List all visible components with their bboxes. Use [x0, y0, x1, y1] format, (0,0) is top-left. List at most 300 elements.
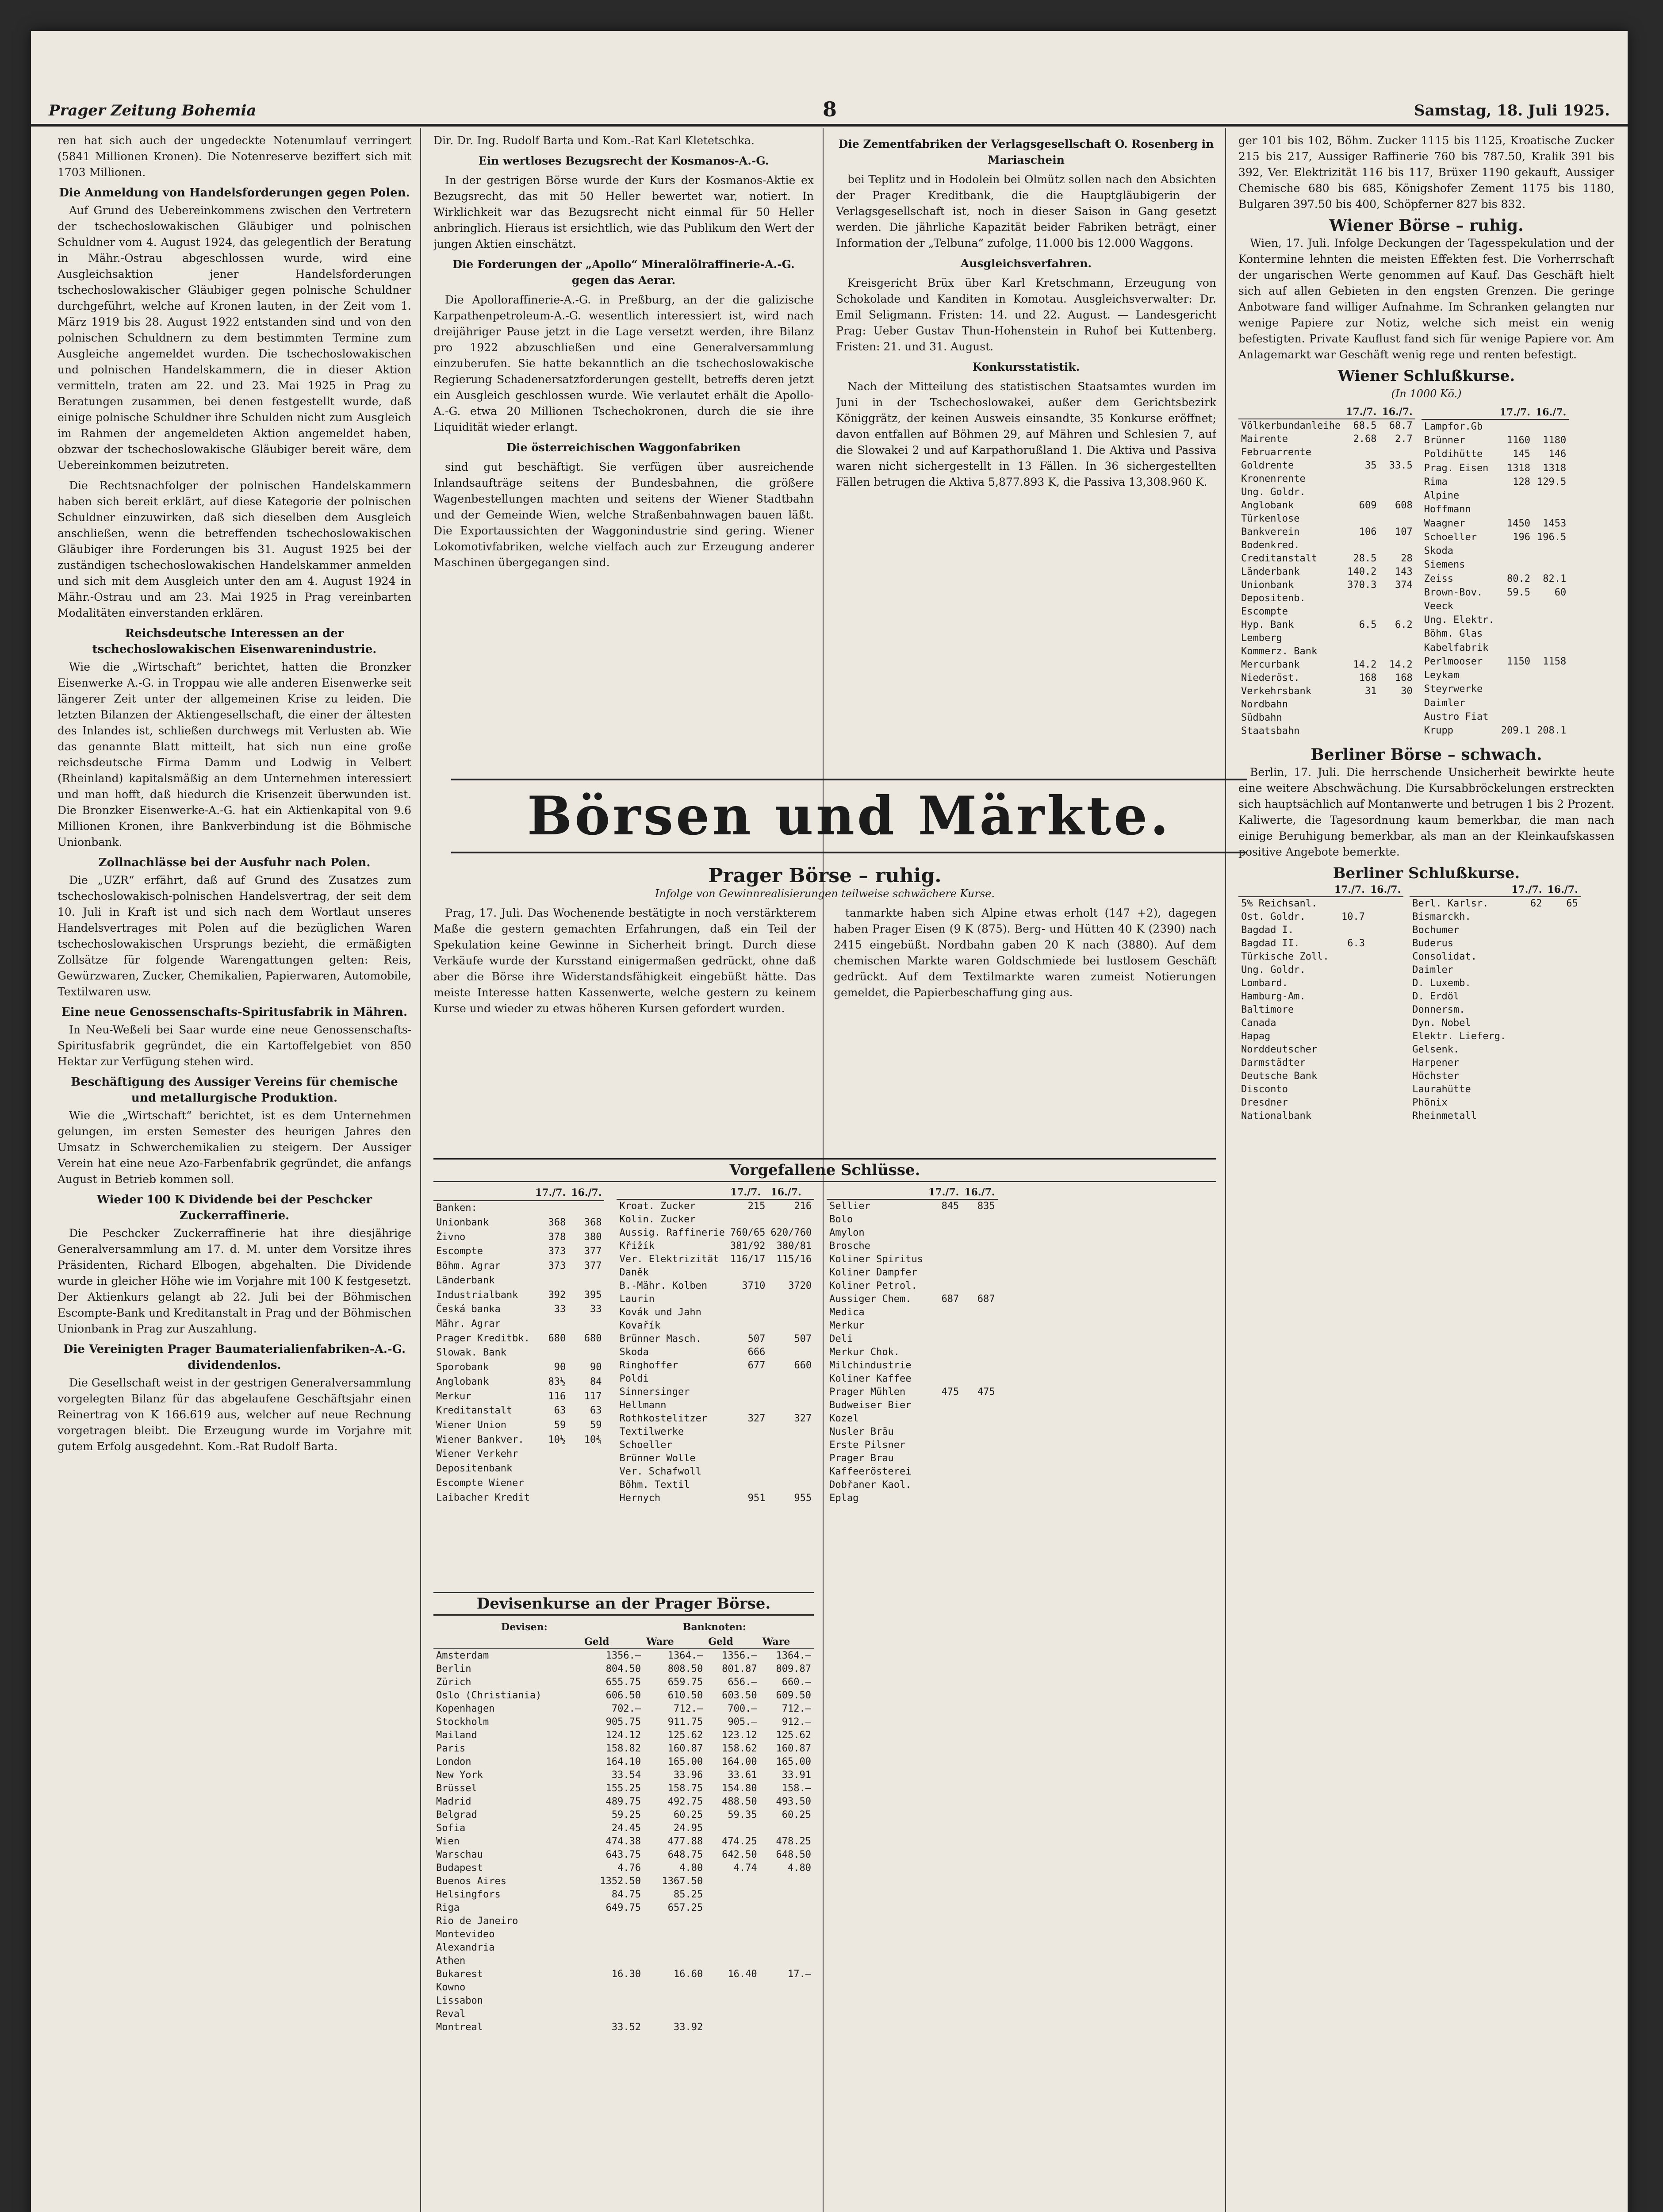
quote-value: 4.80: [788, 1863, 811, 1874]
column-header: 16./7.: [568, 1186, 604, 1201]
quote-value: [728, 1439, 768, 1452]
quote-value: 327: [794, 1413, 812, 1424]
security-name: Veeck: [1424, 600, 1453, 612]
quote-value: [1379, 512, 1415, 526]
table-row: [1422, 655, 1569, 668]
quote-value: [728, 1452, 768, 1465]
quote-value: [926, 1425, 962, 1439]
security-name: Erste Pilsner: [829, 1440, 906, 1451]
article-heading: Die Anmeldung von Handelsforderungen gegen Polen.: [59, 186, 410, 200]
quote-value: [1343, 711, 1379, 725]
quote-value: 60.25: [782, 1809, 811, 1820]
prague-exchange-report: [433, 863, 1216, 1146]
quote-value: [705, 1928, 759, 1941]
security-name: Staatsbahn: [1241, 726, 1300, 737]
quote-value: [1509, 1096, 1544, 1110]
quote-value: [760, 2021, 814, 2034]
quote-value: 655.75: [605, 1677, 641, 1688]
banknoten-group: Banknoten:: [682, 1621, 746, 1633]
quote-value: 107: [1395, 526, 1413, 538]
security-name: Schoeller: [619, 1440, 672, 1451]
quote-value: 3710: [742, 1280, 766, 1291]
security-name: Kronenrente: [1241, 473, 1306, 484]
quote-value: 59.35: [728, 1809, 757, 1820]
quote-value: [768, 1479, 814, 1492]
quote-value: 125.62: [667, 1730, 703, 1741]
table-row: [433, 1201, 604, 1216]
quote-value: 154.80: [722, 1783, 757, 1794]
security-name: Budapest: [436, 1863, 483, 1874]
column-header: [617, 1186, 727, 1199]
table-row: [617, 1372, 814, 1386]
quote-value: 6.2: [1395, 619, 1413, 630]
table-row: [827, 1266, 997, 1279]
table-row: [433, 1432, 604, 1447]
security-name: Madrid: [436, 1796, 471, 1807]
quote-value: 603.50: [722, 1690, 757, 1701]
security-name: Böhm. Glas: [1424, 628, 1483, 640]
quote-value: 659.75: [667, 1677, 703, 1688]
security-name: Sinnersinger: [619, 1386, 690, 1398]
article-heading: Wieder 100 K Dividende bei der Peschcker Zuckerraffinerie.: [96, 1193, 372, 1222]
quote-value: [768, 1399, 814, 1412]
quote-value: [705, 1915, 759, 1928]
berlin-exchange-title: Berliner Börse – schwach.: [1310, 745, 1542, 764]
article-heading: Ausgleichsverfahren.: [960, 257, 1092, 270]
quote-value: 378: [548, 1231, 566, 1243]
quote-value: 83½: [548, 1376, 566, 1387]
quote-value: [728, 1425, 768, 1439]
table-row: [1422, 434, 1569, 448]
quote-value: 196.5: [1537, 531, 1567, 543]
security-name: Dyn. Nobel: [1412, 1018, 1471, 1029]
quote-value: 10¾: [584, 1434, 602, 1445]
quote-value: [1368, 924, 1403, 937]
table-row: [1422, 696, 1569, 710]
quote-value: [568, 1490, 604, 1505]
quote-value: [705, 1901, 759, 1915]
quote-value: 712.—: [673, 1703, 703, 1714]
quote-value: 216: [794, 1201, 812, 1212]
quote-value: 90: [590, 1362, 602, 1373]
quote-value: 687: [977, 1294, 995, 1305]
quote-value: 808.50: [667, 1663, 703, 1674]
quote-value: 620/760: [770, 1227, 812, 1238]
table-row: [617, 1199, 814, 1213]
security-name: Živno: [436, 1231, 466, 1243]
quote-value: [1332, 990, 1368, 1003]
quote-value: 380: [584, 1231, 602, 1243]
quote-value: 660: [794, 1360, 812, 1371]
table-row: [1238, 539, 1415, 552]
quote-value: 4.80: [679, 1863, 703, 1874]
quote-value: 1352.50: [600, 1876, 641, 1887]
table-row: [1238, 645, 1415, 658]
quote-value: 33.92: [673, 2022, 703, 2033]
table-row: [1238, 419, 1415, 433]
table-row: [1422, 475, 1569, 489]
quote-value: 492.75: [667, 1796, 703, 1807]
quote-value: [962, 1319, 997, 1333]
quote-value: 28.5: [1353, 553, 1377, 564]
quote-value: [1497, 614, 1533, 627]
quote-value: 124.12: [605, 1730, 641, 1741]
quote-value: [760, 1955, 814, 1968]
security-name: Rio de Janeiro: [436, 1916, 518, 1927]
security-name: Koliner Petrol.: [829, 1280, 917, 1291]
paragraph: ren hat sich auch der ungedeckte Notenumlauf verringert (5841 Millionen Kronen). Die Notenreserve beziffert sich mit 1703 Millionen.: [57, 134, 411, 179]
quote-value: 85.25: [673, 1889, 703, 1900]
quote-value: [568, 1317, 604, 1332]
security-name: Canada: [1241, 1018, 1276, 1029]
column-header: 16./7.: [768, 1186, 814, 1199]
table-row: [1410, 910, 1580, 924]
paragraph: bei Teplitz und in Hodolein bei Olmütz sollen nach den Absichten der Prager Kreditbank, die die Hauptgläubigerin der Verlagsgesellschaft ist, noch in dieser Saison in Gang gesetzt werden. Die jährliche Kapazität beider Fabriken beträgt, einer Information der „Telbuna“ zufolge, 11.000 bis 12.000 Waggons.: [836, 173, 1216, 250]
quote-value: 370.3: [1347, 580, 1377, 591]
table-row: [433, 1941, 814, 1955]
security-name: Disconto: [1241, 1084, 1288, 1095]
paragraph: Die „UZR“ erfährt, daß auf Grund des Zusatzes zum tschechoslowakisch-polnischen Handelsvertrag, der seit dem 10. Juli in Kraft ist und sich nach dem Wortlaut unseres Handelsvertrages mit Polen auf die bezüglichen Waren tschechoslowakischen Ursprungs bezieht, die ermäßigten Zollsätze für folgende Warengattungen gelten: Reis, Gewürzwaren, Zucker, Chemikalien, Papierwaren, Automobile, Textilwaren usw.: [57, 874, 411, 998]
security-name: London: [436, 1756, 471, 1767]
quote-value: [1497, 683, 1533, 696]
table-row: [433, 1462, 604, 1476]
quote-value: 115/16: [776, 1254, 812, 1265]
quote-value: [644, 2008, 705, 2021]
quote-value: 160.87: [667, 1743, 703, 1754]
table-row: [1238, 605, 1415, 618]
quote-value: 1150: [1506, 656, 1530, 667]
security-name: Rheinmetall: [1412, 1110, 1477, 1121]
table-row: [617, 1333, 814, 1346]
quote-value: 209.1: [1501, 725, 1530, 737]
table-row: [617, 1293, 814, 1306]
quote-value: [1533, 669, 1569, 683]
column-header: 17./7.: [1509, 883, 1544, 897]
quote-value: [768, 1306, 814, 1319]
security-name: Brünner Masch.: [619, 1333, 701, 1344]
quote-value: [533, 1490, 568, 1505]
column-1: [57, 133, 411, 2212]
table-row: [433, 1795, 814, 1809]
table-row: [617, 1479, 814, 1492]
quote-value: [1368, 897, 1403, 910]
table-row: [1238, 486, 1415, 499]
column-header: Ware: [760, 1635, 814, 1649]
quote-value: [1497, 599, 1533, 613]
quote-value: 125.62: [776, 1730, 811, 1741]
quote-value: 63: [590, 1405, 602, 1417]
quote-value: [1509, 1043, 1544, 1056]
table-row: [433, 1346, 604, 1360]
security-name: Türkische Zoll.: [1241, 951, 1329, 962]
quote-value: [760, 1915, 814, 1928]
security-name: Ung. Goldr.: [1241, 964, 1306, 975]
table-row: [433, 2008, 814, 2021]
vienna-closing-title: Wiener Schlußkurse.: [1337, 367, 1515, 385]
quote-value: [728, 1306, 768, 1319]
security-name: Februarrente: [1241, 447, 1311, 458]
quote-value: [1544, 924, 1580, 937]
quote-value: 656.—: [728, 1677, 757, 1688]
quote-value: 712.—: [782, 1703, 811, 1714]
quote-value: 648.50: [776, 1849, 811, 1860]
quote-value: 475: [977, 1386, 995, 1398]
quote-value: [1332, 1096, 1368, 1110]
quote-value: [1509, 910, 1544, 924]
quote-value: [1379, 698, 1415, 711]
table-row: [1238, 1096, 1403, 1110]
quote-value: [1497, 641, 1533, 655]
table-row: [1422, 489, 1569, 503]
quote-value: [1544, 937, 1580, 950]
quote-value: [760, 1875, 814, 1888]
quote-value: [1379, 592, 1415, 605]
security-name: Montreal: [436, 2022, 483, 2033]
paragraph: Die Peschcker Zuckerraffinerie hat ihre diesjährige Generalversammlung am 17. d. M. unter dem Vorsitze ihres Präsidenten, Richard Elbogen, abgehalten. Die Dividende wurde in gleicher Höhe wie im Vorjahre mit 100 K festgesetzt. Der Aktienkurs gelangt ab 22. Juli bei der Böhmischen Escompte-Bank und Kreditanstalt in Prag und der Böhmischen Unionbank in Prag zur Auszahlung.: [57, 1227, 411, 1335]
column-header: [1238, 405, 1343, 419]
quote-value: [728, 1266, 768, 1279]
security-name: Austro Fiat: [1424, 711, 1489, 722]
quote-value: [926, 1372, 962, 1386]
security-name: Prager Mühlen: [829, 1386, 906, 1398]
security-name: Reval: [436, 2008, 466, 2020]
quote-value: [1368, 1017, 1403, 1030]
security-name: Goldrente: [1241, 460, 1294, 471]
quote-value: 373: [548, 1246, 566, 1257]
article-heading: Die Vereinigten Prager Baumaterialienfabriken-A.-G. dividendenlos.: [63, 1343, 406, 1372]
quote-value: [1509, 937, 1544, 950]
quote-value: [768, 1425, 814, 1439]
security-name: Escompte: [436, 1246, 483, 1257]
security-name: Prager Brau: [829, 1453, 894, 1464]
quote-value: 6.5: [1359, 619, 1377, 630]
security-name: Rima: [1424, 476, 1448, 488]
quote-value: 168: [1395, 672, 1413, 684]
security-name: Brünner Wolle: [619, 1453, 696, 1464]
security-name: Brown-Bov.: [1424, 587, 1483, 598]
quote-value: 16.60: [673, 1969, 703, 1980]
quote-value: [568, 1201, 604, 1216]
table-row: [1238, 725, 1415, 738]
table-row: [1238, 1003, 1403, 1017]
quote-value: [1379, 446, 1415, 459]
security-name: Poldi: [619, 1373, 649, 1384]
table-row: [1238, 950, 1403, 964]
paragraph: ger 101 bis 102, Böhm. Zucker 1115 bis 1125, Kroatische Zucker 215 bis 217, Aussiger Raffinerie 760 bis 787.50, Kralik 391 bis 392, Ver. Elektrizität 116 bis 117, Brüxer 1190 gekauft, Aussiger Chemische 680 bis 685, Königshofer Zement 1175 bis 1180, Bulgaren 397.50 bis 400, Schöpferner 827 bis 832.: [1238, 134, 1614, 211]
quote-value: [1509, 977, 1544, 990]
quote-value: 143: [1395, 566, 1413, 577]
security-name: Anglobank: [436, 1376, 489, 1387]
table-row: [1238, 1070, 1403, 1083]
quote-value: 10.7: [1341, 911, 1365, 922]
quote-value: [705, 1994, 759, 2008]
quote-value: 90: [554, 1362, 566, 1373]
table-row: [433, 1729, 814, 1742]
quote-value: [1368, 990, 1403, 1003]
paragraph: Wien, 17. Juli. Infolge Deckungen der Tagesspekulation und der Kontermine lehnten die meisten Effekten fest. Die Vorherrschaft der ungarischen Werte genommen auf Kauf. Das Geschäft hielt sich auf allen Gebieten in den engsten Grenzen. Die geringe Anbotware fand williger Aufnahme. Im Schranken gelangten nur wenige Papiere zur Notiz, welche sich meist ein wenig befestigten. Private Kauflust fand sich für wenige Papiere vor. Am Anlagemarkt war Geschäft wenig rege und renten befestigt.: [1238, 237, 1614, 361]
quote-value: [568, 1462, 604, 1476]
security-name: Baltimore: [1241, 1004, 1294, 1015]
quote-value: [1379, 645, 1415, 658]
quote-value: 59.25: [611, 1809, 641, 1820]
quote-value: [926, 1346, 962, 1359]
paragraph: Die Apolloraffinerie-A.-G. in Preßburg, an der die galizische Karpathenpetroleum-A.-G. wesentlich interessiert ist, wird nach dreijähriger Pause jetzt in die Lage versetzt werden, ihre Bilanz pro 1922 abzuschließen und eine Generalversammlung einzuberufen. Sie hatte bekanntlich an die tschechoslowakische Regierung Schadenersatzforderungen gestellt, betreffs deren jetzt ein Ausgleich geschlossen wurde. Wie verlautet erhält die Apollo-A.-G. etwa 20 Millionen Tschechokronen, durch die sie ihre Liquidität wieder erlangt.: [433, 293, 814, 434]
quote-value: [1544, 950, 1580, 964]
quote-value: [962, 1279, 997, 1293]
quote-value: [705, 1941, 759, 1955]
quote-value: [1332, 1056, 1368, 1070]
quote-value: [1368, 910, 1403, 924]
table-row: [1422, 599, 1569, 613]
security-name: Perlmooser: [1424, 656, 1483, 667]
quote-value: 489.75: [605, 1796, 641, 1807]
quote-value: 84: [590, 1376, 602, 1387]
quote-value: 160.87: [776, 1743, 811, 1754]
quote-value: [1368, 950, 1403, 964]
quote-value: [962, 1412, 997, 1425]
quote-value: [1343, 539, 1379, 552]
table-row: [827, 1319, 997, 1333]
table-row: [1422, 641, 1569, 655]
quote-value: 33: [554, 1304, 566, 1315]
quote-value: [644, 1915, 705, 1928]
quote-value: 1160: [1506, 435, 1530, 446]
table-row: [433, 1955, 814, 1968]
column-rule: [420, 128, 421, 2212]
quote-value: [768, 1213, 814, 1226]
table-row: [617, 1266, 814, 1279]
table-row: [433, 1288, 604, 1302]
quote-value: 493.50: [776, 1796, 811, 1807]
security-name: Daněk: [619, 1267, 649, 1278]
column-header: 17./7.: [1343, 405, 1379, 419]
table-row: [1422, 614, 1569, 627]
security-name: Křižík: [619, 1240, 655, 1252]
table-row: [433, 1689, 814, 1702]
quote-value: 955: [794, 1493, 812, 1504]
table-row: [827, 1279, 997, 1293]
issue-date: Samstag, 18. Juli 1925.: [1414, 102, 1610, 119]
quote-value: [728, 1465, 768, 1479]
security-name: Mähr. Agrar: [436, 1318, 501, 1329]
security-name: Sporobank: [436, 1362, 489, 1373]
table-row: [1238, 937, 1403, 950]
quote-value: [926, 1333, 962, 1346]
paragraph: Die Rechtsnachfolger der polnischen Handelskammern haben sich bereit erklärt, auf diese Kategorie der polnischen Schuldner einzuwirken, daß sich dieselben dem Ausgleich anschließen, wenn die betreffenden tschechoslowakischen Gläubiger ihre Forderungen bis 31. August 1925 bei der zuständigen tschechoslowakischen Handelskammer anmelden und sich mit dem Ausgleich unter den am 4. August 1924 in Mähr.-Ostrau und am 23. Mai 1925 in Prag vereinbarten Modalitäten einverstanden erklären.: [57, 479, 411, 619]
table-row: [1238, 924, 1403, 937]
table-row: [617, 1412, 814, 1425]
quote-value: [644, 1955, 705, 1968]
quote-value: [1497, 544, 1533, 558]
quote-value: 392: [548, 1289, 566, 1301]
table-row: [433, 1809, 814, 1822]
quote-value: 208.1: [1537, 725, 1567, 737]
quote-value: 33: [590, 1304, 602, 1315]
quote-value: 31: [1364, 686, 1377, 697]
quote-value: [760, 1994, 814, 2008]
security-name: Nationalbank: [1241, 1110, 1311, 1121]
table-row: [433, 1968, 814, 1981]
quote-value: [1544, 1056, 1580, 1070]
quote-value: [962, 1492, 997, 1505]
quote-value: 1180: [1543, 435, 1567, 446]
quote-value: [644, 1941, 705, 1955]
quote-value: 606.50: [605, 1690, 641, 1701]
column-4: [1238, 133, 1614, 2212]
quote-value: 905.75: [605, 1717, 641, 1728]
security-name: Laibacher Kredit: [436, 1492, 530, 1503]
quote-value: [705, 1981, 759, 1994]
column-3-top: [836, 133, 1216, 770]
quote-value: [1544, 964, 1580, 977]
table-row: [1422, 503, 1569, 517]
quote-value: 488.50: [722, 1796, 757, 1807]
table-row: [433, 1490, 604, 1505]
quote-value: [533, 1273, 568, 1288]
column-header: Geld: [582, 1635, 644, 1649]
quote-value: [962, 1213, 997, 1226]
paragraph: Dir. Dr. Ing. Rudolf Barta und Kom.-Rat Karl Kletetschka.: [433, 134, 755, 147]
column-header: Geld: [705, 1635, 759, 1649]
security-name: Bochumer: [1412, 925, 1460, 936]
quote-value: 106: [1359, 526, 1377, 538]
table-row: [827, 1346, 997, 1359]
table-row: [827, 1199, 997, 1213]
security-name: Dresdner: [1241, 1097, 1288, 1108]
quote-value: [768, 1346, 814, 1359]
table-row: [433, 1273, 604, 1288]
quote-value: [926, 1399, 962, 1412]
column-2-top: [433, 133, 814, 770]
security-name: Mairente: [1241, 434, 1288, 445]
security-name: Bolo: [829, 1214, 853, 1225]
quote-value: [962, 1359, 997, 1372]
quote-value: [768, 1439, 814, 1452]
quote-value: [962, 1266, 997, 1279]
security-name: Wiener Union: [436, 1420, 506, 1431]
security-name: Sellier: [829, 1201, 870, 1212]
table-row: [433, 1755, 814, 1769]
quote-value: [768, 1293, 814, 1306]
quote-value: 1364.—: [667, 1650, 703, 1661]
quote-value: 33.91: [782, 1770, 811, 1781]
security-name: Creditanstalt: [1241, 553, 1318, 564]
security-name: Hapag: [1241, 1031, 1271, 1042]
table-row: [1410, 977, 1580, 990]
quote-value: 14.2: [1353, 659, 1377, 670]
table-row: [1238, 698, 1415, 711]
quote-value: 1450: [1506, 518, 1530, 529]
table-row: [1410, 1110, 1580, 1123]
security-name: Ung. Elektr.: [1424, 614, 1494, 626]
quote-value: 28: [1401, 553, 1413, 564]
quote-value: 59: [590, 1420, 602, 1431]
column-header: 17./7.: [533, 1186, 568, 1201]
table-row: [1422, 461, 1569, 475]
quote-value: [1332, 1030, 1368, 1043]
quote-value: [705, 1822, 759, 1835]
quote-value: 1356.—: [605, 1650, 641, 1661]
column-header: 17./7.: [728, 1186, 768, 1199]
quote-value: [1509, 1017, 1544, 1030]
quote-value: [1343, 592, 1379, 605]
quote-value: 609.50: [776, 1690, 811, 1701]
quote-value: [533, 1476, 568, 1491]
quote-value: [1332, 1003, 1368, 1017]
quote-value: [1343, 698, 1379, 711]
quote-value: [926, 1359, 962, 1372]
quote-value: [1368, 1096, 1403, 1110]
